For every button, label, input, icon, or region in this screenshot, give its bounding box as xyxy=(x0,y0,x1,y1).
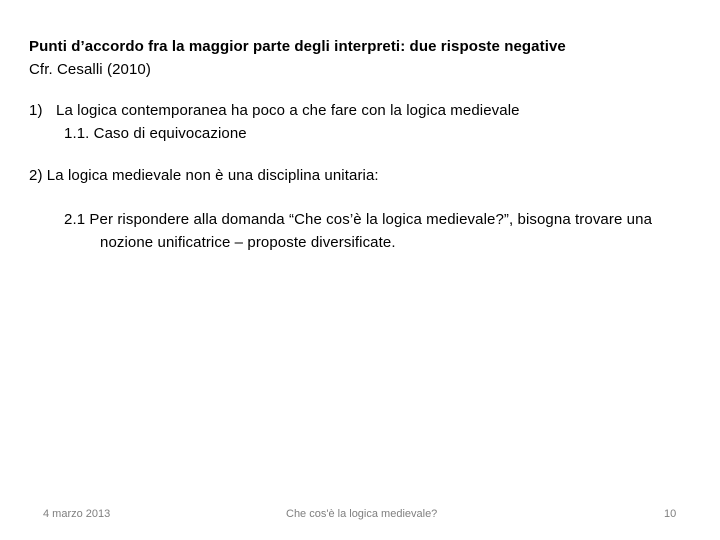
footer-title: Che cos'è la logica medievale? xyxy=(286,508,438,520)
point-1-subitem: 1.1. Caso di equivocazione xyxy=(64,125,247,142)
reference-citation: Cfr. Cesalli (2010) xyxy=(29,61,151,78)
point-1-text: La logica contemporanea ha poco a che fare con la logica medievale xyxy=(56,102,520,119)
footer-page-number: 10 xyxy=(664,508,677,520)
point-1-number: 1) xyxy=(29,102,43,119)
footer-date: 4 marzo 2013 xyxy=(43,508,111,520)
slide-heading: Punti d’accordo fra la maggior parte degli interpreti: due risposte negative xyxy=(29,38,566,55)
point-2-subitem-line2: nozione unificatrice – proposte diversificate. xyxy=(100,234,396,251)
point-2-subitem-line1: 2.1 Per rispondere alla domanda “Che cos’è la logica medievale?”, bisogna trovare una xyxy=(64,211,653,228)
point-2-text: 2) La logica medievale non è una disciplina unitaria: xyxy=(29,167,379,184)
